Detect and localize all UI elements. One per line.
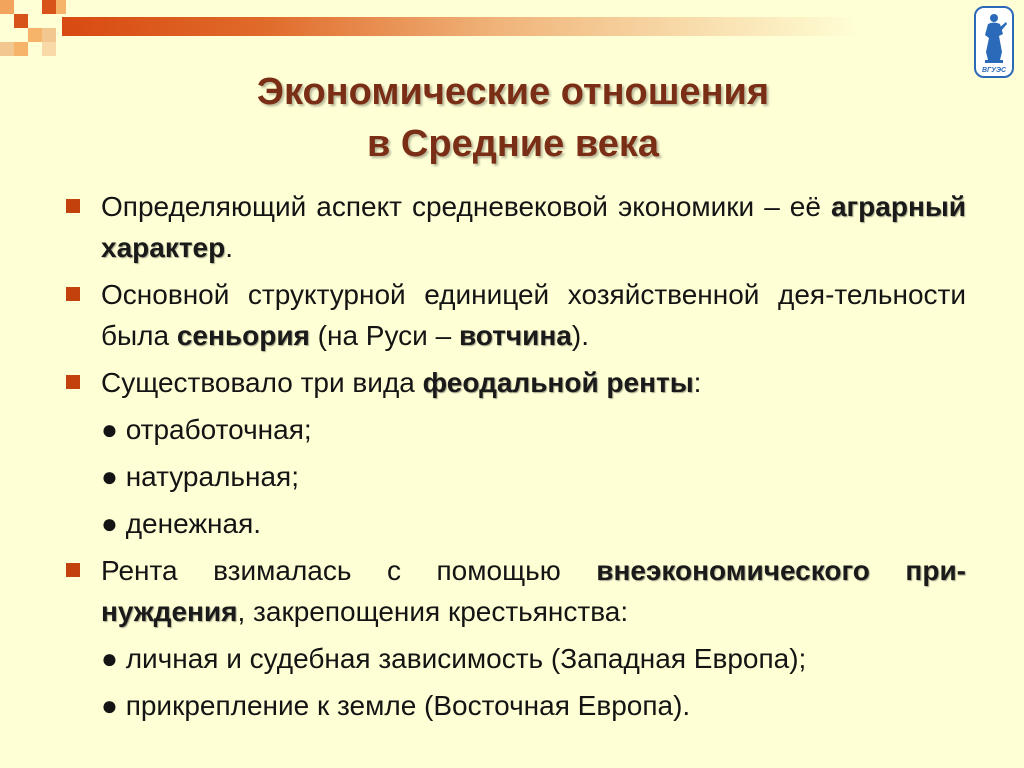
key-term-votchina: вотчина [458, 320, 572, 351]
bullet-item-2 [66, 274, 966, 356]
title-line-1: Экономические отношения [256, 71, 770, 113]
square-bullet-icon [66, 563, 80, 577]
slide-title [100, 66, 926, 170]
bullet-text-4 [101, 550, 966, 632]
text-segment: Определяющий аспект средневековой экономики – её [101, 191, 831, 222]
sub-item: ● прикрепление к земле (Восточная Европа). [101, 690, 691, 721]
square-bullet-icon [66, 287, 80, 301]
slide-content [66, 186, 966, 726]
decor-square-7 [0, 42, 14, 56]
bullet-item-3 [66, 362, 966, 544]
text-segment: Существовало три вида [101, 367, 423, 398]
decor-square-8 [14, 42, 28, 56]
rent-types-list [101, 409, 966, 544]
decor-square-3 [42, 0, 56, 14]
header-bar [62, 17, 972, 36]
text-segment: Рента взималась с помощью [101, 555, 597, 586]
sub-item: ● личная и судебная зависимость (Западная Европа); [101, 643, 807, 674]
logo-caption: ВГУЭС [981, 67, 1007, 74]
text-segment: (на Руси – [309, 320, 459, 351]
square-bullet-icon [66, 199, 80, 213]
text-segment: ). [571, 320, 589, 351]
decor-square-9 [42, 42, 56, 56]
sub-item: ● натуральная; [101, 461, 299, 492]
bullet-text-3 [101, 362, 966, 403]
title-line-2: в Средние века [367, 123, 659, 165]
key-term-agrarian: аграрный характер [101, 191, 966, 263]
bullet-text-1 [101, 186, 966, 268]
key-term-seigneury: сеньория [176, 320, 310, 351]
enserfment-list [101, 638, 966, 726]
sub-item: ● денежная. [101, 508, 262, 539]
sub-item: ● отработочная; [101, 414, 312, 445]
decor-square-2 [14, 14, 28, 28]
text-segment: , закрепощения крестьянства: [237, 596, 629, 627]
decor-square-5 [28, 28, 42, 42]
bullet-item-1 [66, 186, 966, 268]
bullet-item-4 [66, 550, 966, 726]
university-logo [974, 6, 1014, 78]
text-segment: . [225, 232, 234, 263]
key-term-coercion: внеэкономического при-нуждения [101, 555, 966, 627]
square-bullet-icon [66, 375, 80, 389]
decor-square-1 [0, 0, 14, 14]
statue-icon [976, 8, 1012, 76]
key-term-feudal-rent: феодальной ренты [422, 367, 694, 398]
decor-square-6 [42, 28, 56, 42]
text-segment: Основной структурной единицей хозяйственной дея-тельности была [101, 279, 966, 351]
decor-square-4 [56, 0, 66, 14]
text-segment: : [693, 367, 702, 398]
bullet-text-2 [101, 274, 966, 356]
